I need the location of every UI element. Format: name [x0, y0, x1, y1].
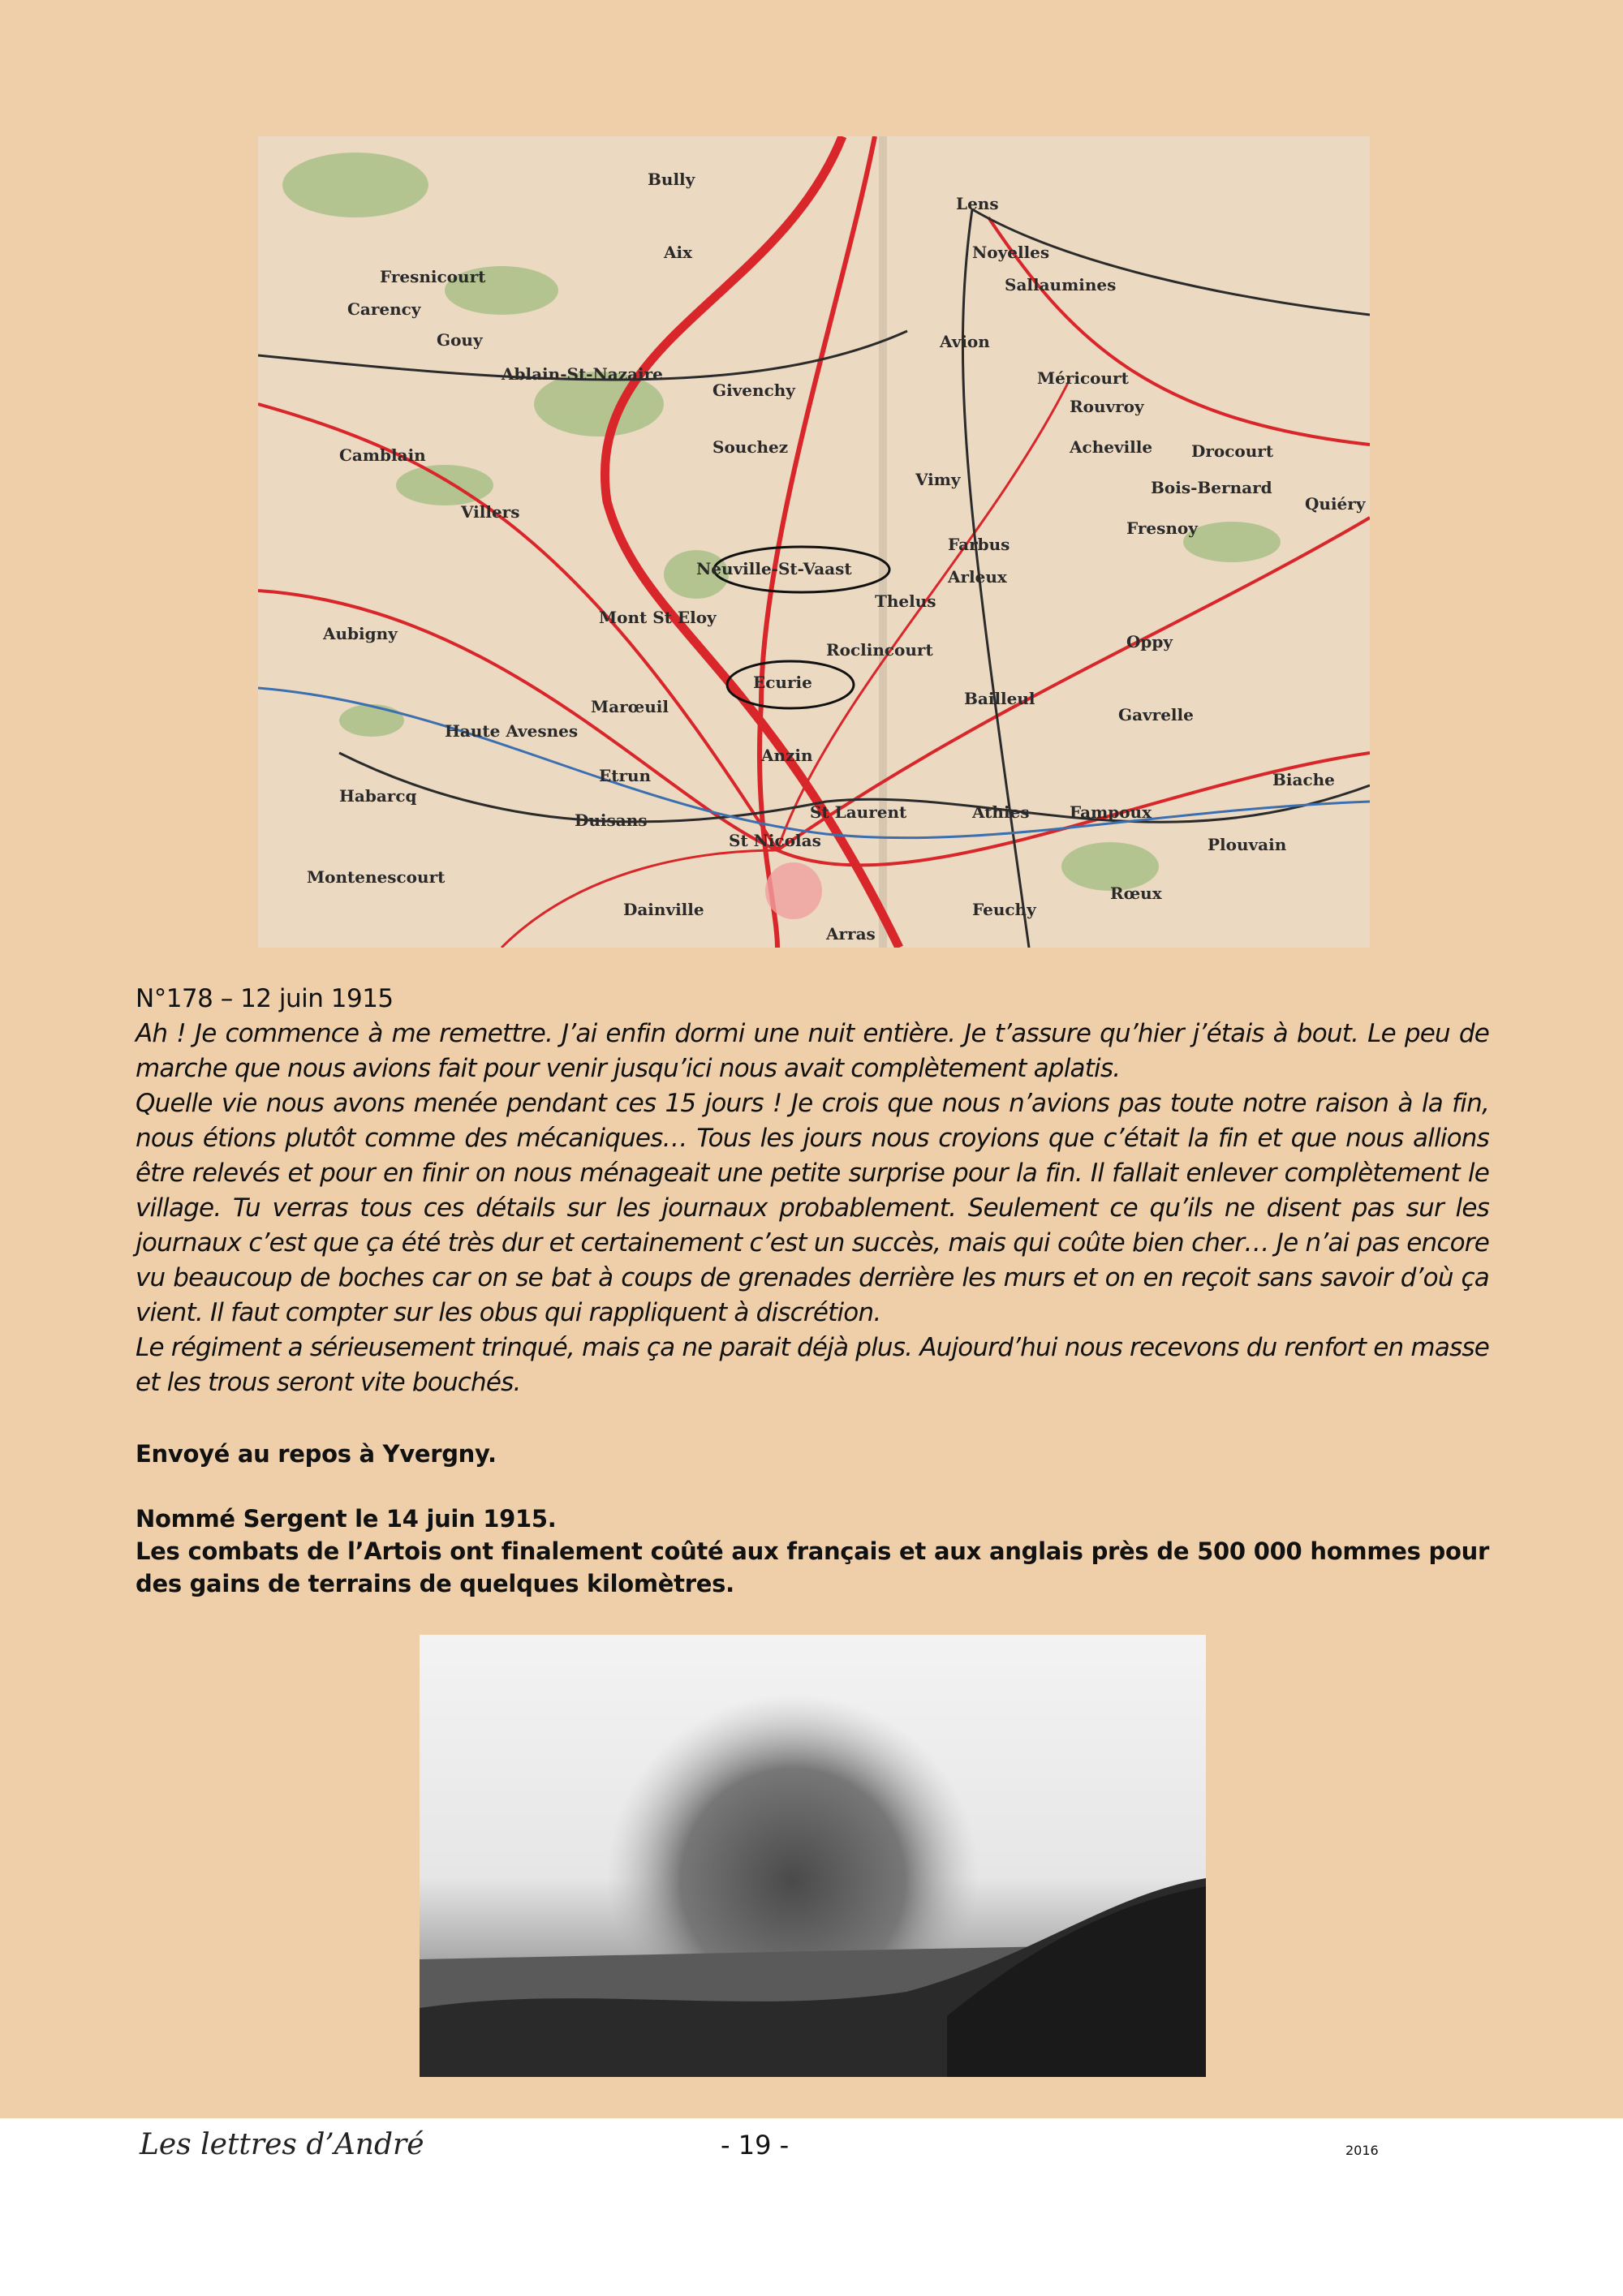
page-number: - 19 - [721, 2130, 790, 2161]
map-place-label: Aix [664, 243, 693, 262]
map-place-label: Vimy [915, 470, 961, 489]
map-place-label: Avion [940, 332, 990, 351]
map-place-label: Roclincourt [826, 640, 933, 660]
map-place-label: Sallaumines [1005, 275, 1117, 295]
footer-logo: Les lettres d’André [140, 2128, 424, 2161]
map-place-label: Ecurie [753, 673, 812, 692]
map-place-label: Bois-Bernard [1151, 478, 1272, 497]
map-place-label: St Nicolas [729, 831, 821, 850]
map-place-label: Fresnoy [1126, 518, 1198, 538]
map-place-label: Bully [648, 170, 695, 189]
map-place-label: Carency [347, 299, 421, 319]
map-place-label: Ablain-St-Nazaire [502, 364, 663, 384]
letter-paragraph: Ah ! Je commence à me remettre. J’ai enfin dormi une nuit entière. Je t’assure qu’hier j’étais à bout. Le peu de marche que nous avions fait pour venir jusqu’ici nous avait complètement aplatis. [136, 1019, 1489, 1083]
letter-body [136, 1017, 1489, 1400]
footer-year: 2016 [1345, 2143, 1379, 2158]
page-footer [0, 2118, 1623, 2183]
map-place-label: Lens [956, 194, 999, 213]
map-place-label: Souchez [712, 437, 789, 457]
map-place-label: Méricourt [1037, 368, 1129, 388]
note-sergent: Nommé Sergent le 14 juin 1915. [136, 1505, 557, 1533]
map-place-label: Rœux [1110, 884, 1162, 903]
map-place-label: Mont St Eloy [599, 608, 717, 627]
map-place-label: Habarcq [339, 786, 417, 806]
map-place-label: Oppy [1126, 632, 1173, 651]
map-place-label: Plouvain [1208, 835, 1287, 854]
map-place-label: Acheville [1070, 437, 1153, 457]
historical-map-artois [258, 136, 1370, 948]
map-place-label: Bailleul [964, 689, 1035, 708]
map-place-label: Quiéry [1305, 494, 1366, 514]
map-place-label: Arleux [948, 567, 1007, 587]
note-repos: Envoyé au repos à Yvergny. [136, 1440, 497, 1468]
note-combats: Les combats de l’Artois ont finalement coûté aux français et aux anglais près de 500 000 hommes pour des gains de terrains de quelques kilomètres. [136, 1537, 1489, 1597]
map-place-label: Arras [826, 924, 876, 944]
map-place-label: Rouvroy [1070, 397, 1144, 416]
map-place-label: Montenescourt [307, 867, 446, 887]
map-place-label: Anzin [761, 746, 813, 765]
map-place-label: Gouy [437, 330, 483, 350]
map-place-label: Givenchy [712, 381, 795, 400]
map-place-label: Noyelles [972, 243, 1050, 262]
map-place-label: Biache [1272, 770, 1335, 789]
map-place-label: Drocourt [1191, 441, 1274, 461]
map-place-label: Dainville [623, 900, 704, 919]
map-place-label: Villers [461, 502, 520, 522]
map-place-label: Athies [972, 802, 1030, 822]
map-place-label: St Laurent [810, 802, 907, 822]
letter-paragraph: Le régiment a sérieusement trinqué, mais ça ne parait déjà plus. Aujourd’hui nous recevons du renfort en masse et les trous seront vite bouchés. [136, 1333, 1489, 1397]
map-place-label: Marœuil [591, 697, 669, 716]
map-place-label: Fampoux [1070, 802, 1152, 822]
map-place-label: Farbus [948, 535, 1010, 554]
map-place-label: Feuchy [972, 900, 1036, 919]
map-place-label: Aubigny [323, 624, 398, 643]
map-place-label: Thelus [875, 591, 936, 611]
map-place-label: Haute Avesnes [445, 721, 579, 741]
map-place-label: Duisans [575, 810, 648, 830]
map-place-label: Fresnicourt [380, 267, 486, 286]
map-place-label: Camblain [339, 445, 426, 465]
map-place-label: Neuville-St-Vaast [696, 559, 852, 578]
explosion-photo [420, 1635, 1206, 2077]
map-place-label: Gavrelle [1118, 705, 1194, 724]
letter-title: N°178 – 12 juin 1915 [136, 984, 394, 1013]
map-place-label: Etrun [599, 766, 652, 785]
letter-paragraph: Quelle vie nous avons menée pendant ces 15 jours ! Je crois que nous n’avions pas toute notre raison à la fin, nous étions plutôt comme des mécaniques… Tous les jours nous croyions que c’était la fin et que nous allions être relevés et pour en finir on nous ménageait une petite surprise pour la fin. Il fallait enlever complètement le village. Tu verras tous ces détails sur les journaux probablement. Seulement ce qu’ils ne disent pas sur les journaux c’est que ça été très dur et certainement c’est un succès, mais qui coûte bien cher… Je n’ai pas encore vu beaucoup de boches car on se bat à coups de grenades derrière les murs et on en reçoit sans savoir d’où ça vient. Il faut compter sur les obus qui rappliquent à discrétion. [136, 1089, 1489, 1327]
